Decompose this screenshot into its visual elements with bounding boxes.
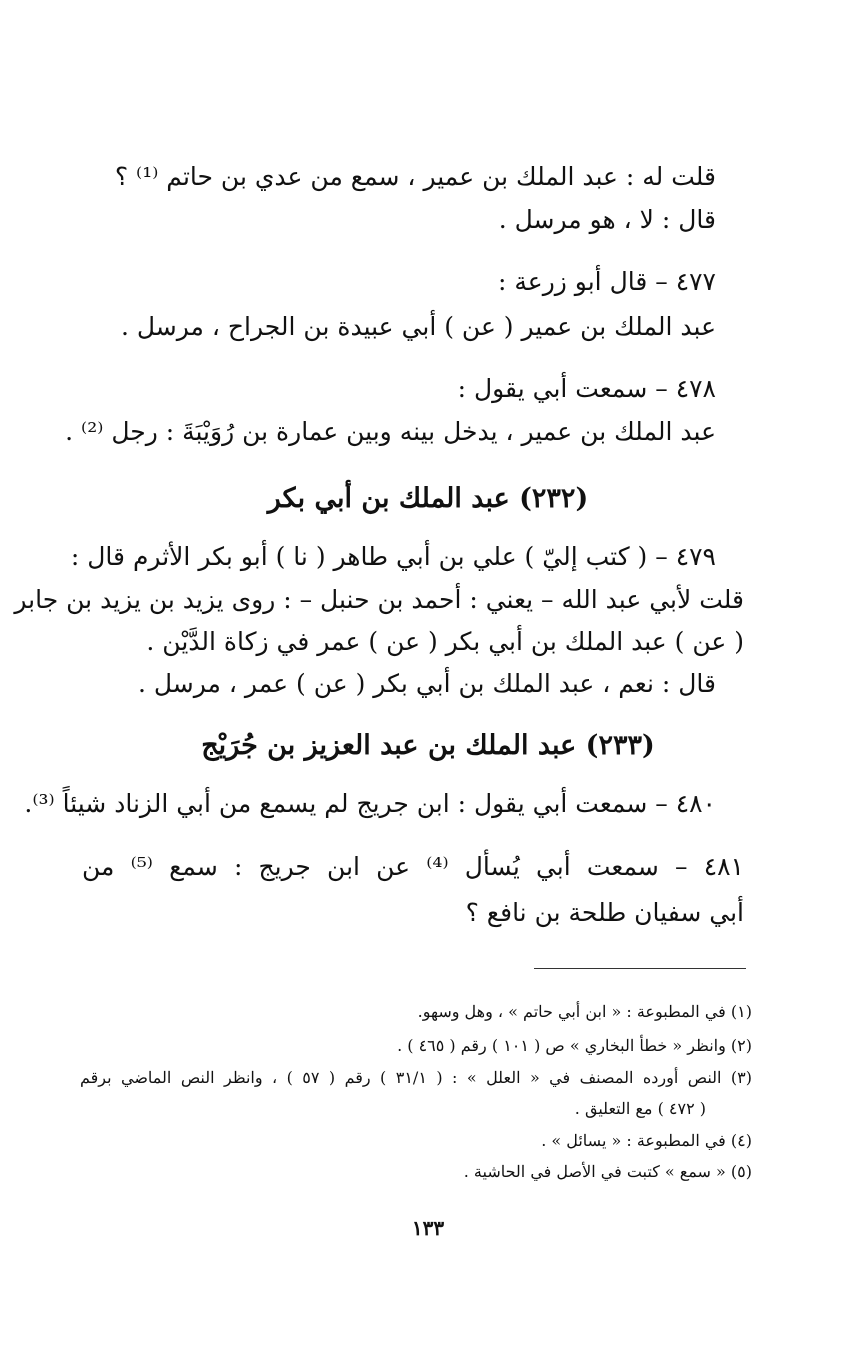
entry-480-line: ٤٨٠ – سمعت أبي يقول : ابن جريج لم يسمع من أبي الزناد شيئاً ⁽³⁾. [24,789,716,818]
page-number: ١٣٣ [411,1216,445,1240]
footnote-3-cont: ( ٤٧٢ ) مع التعليق . [574,1099,706,1118]
footnote-5: (٥) « سمع » كتبت في الأصل في الحاشية . [463,1162,752,1181]
footnote-1: (١) في المطبوعة : « ابن أبي حاتم » ، وهل وسهو. [417,1002,752,1021]
text-line: أبي سفيان طلحة بن نافع ؟ [465,898,744,927]
footnote-3: (٣) النص أورده المصنف في « العلل » : ( ٣١/١ ) رقم ( ٥٧ ) ، وانظر النص الماضي برقم [80,1068,752,1087]
text-line: قال : لا ، هو مرسل . [498,205,716,234]
footnote-2: (٢) وانظر « خطأ البخاري » ص ( ١٠١ ) رقم ( ٤٦٥ ) . [397,1036,752,1055]
entry-479-line: ٤٧٩ – ( كتب إليّ ) علي بن أبي طاهر ( نا ) أبو بكر الأثرم قال : [70,542,716,571]
entry-481-line: ٤٨١ – سمعت أبي يُسأل ⁽⁴⁾ عن ابن جريج : سمع ⁽⁵⁾ من [82,852,744,881]
entry-477-heading: ٤٧٧ – قال أبو زرعة : [498,267,716,296]
text-line: ( عن ) عبد الملك بن أبي بكر ( عن ) عمر في زكاة الدَّيْن . [146,627,744,656]
section-heading-233: (٢٣٣) عبد الملك بن عبد العزيز بن جُرَيْج [201,730,655,761]
text-line: عبد الملك بن عمير ( عن ) أبي عبيدة بن الجراح ، مرسل . [120,312,716,341]
entry-478-heading: ٤٧٨ – سمعت أبي يقول : [457,374,716,403]
text-line: قلت لأبي عبد الله – يعني : أحمد بن حنبل – : روى يزيد بن يزيد بن جابر [14,585,744,614]
text-line: عبد الملك بن عمير ، يدخل بينه وبين عمارة بن رُوَيْبَةَ : رجل ⁽²⁾ . [65,417,716,446]
section-heading-232: (٢٣٢) عبد الملك بن أبي بكر [267,483,589,514]
text-line: قلت له : عبد الملك بن عمير ، سمع من عدي بن حاتم ⁽¹⁾ ؟ [114,162,716,191]
footnote-4: (٤) في المطبوعة : « يسائل » . [541,1131,752,1150]
footnote-divider [534,968,746,969]
text-line: قال : نعم ، عبد الملك بن أبي بكر ( عن ) عمر ، مرسل . [137,669,716,698]
